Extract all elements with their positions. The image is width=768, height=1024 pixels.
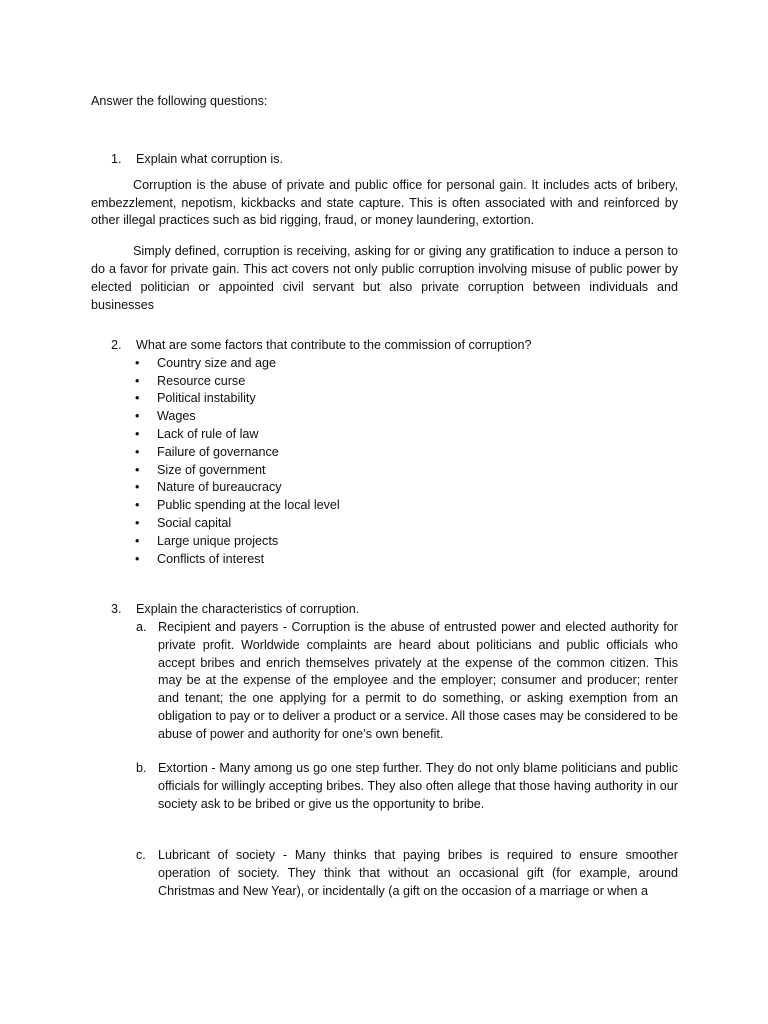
characteristic-a [91, 619, 678, 744]
list-item: • Social capital [157, 515, 678, 533]
list-item: • Failure of governance [157, 444, 678, 462]
list-item: • Public spending at the local level [157, 497, 678, 515]
list-item: • Large unique projects [157, 533, 678, 551]
question-text: Explain what corruption is. [136, 152, 283, 166]
list-item: • Nature of bureaucracy [157, 479, 678, 497]
question-number: 2. [111, 338, 122, 352]
question-number: 3. [111, 602, 122, 616]
answer-paragraph: Simply defined, corruption is receiving, asking for or giving any gratification to induce a person to do a favor for private gain. This act covers not only public corruption involving misuse of public power by elected politician or appointed civil servant but also private corruption between individuals and businesses [91, 244, 678, 312]
item-letter: c. [136, 848, 146, 862]
list-item: • Country size and age [157, 355, 678, 373]
question-2 [91, 337, 678, 568]
list-item: • Lack of rule of law [157, 426, 678, 444]
characteristic-c [91, 847, 678, 900]
item-text: Lubricant of society - Many thinks that paying bribes is required to ensure smoother operation of society. They think that without an occasional gift (for example, around Christmas and New Year), or incidentally (a gift on the occasion of a marriage or when a [158, 848, 678, 898]
instructions-heading: Answer the following questions: [91, 94, 268, 108]
item-letter: b. [136, 761, 147, 775]
question-3 [91, 601, 678, 619]
list-item: • Conflicts of interest [157, 551, 678, 569]
question-text: Explain the characteristics of corruption. [136, 602, 360, 616]
factors-list [91, 355, 678, 569]
list-item: • Size of government [157, 462, 678, 480]
characteristic-b [91, 760, 678, 813]
item-text: Recipient and payers - Corruption is the abuse of entrusted power and elected authority for private profit. Worldwide complaints are heard about politicians and public officials who accept bribes and enrich themselves privately at the expense of the common citizen. This may be at the expense of the employee and the employer; consumer and producer; renter and tenant; the one applying for a permit to do something, or asking exemption from an obligation to pay or to deliver a product or a service. All those cases may be considered to be abuse of power and authority for one’s own benefit. [158, 620, 678, 741]
item-letter: a. [136, 620, 147, 634]
item-text: Extortion - Many among us go one step further. They do not only blame politicians and public officials for willingly accepting bribes. They also often allege that those having authority in our society ask to be bribed or give us the opportunity to bribe. [158, 761, 678, 811]
list-item: • Wages [157, 408, 678, 426]
question-number: 1. [111, 152, 122, 166]
question-1 [91, 151, 678, 314]
list-item: • Political instability [157, 390, 678, 408]
answer-paragraph: Corruption is the abuse of private and public office for personal gain. It includes acts of bribery, embezzlement, nepotism, kickbacks and state capture. This is often associated with and reinforced by other illegal practices such as bid rigging, fraud, or money laundering, extortion. [91, 177, 678, 228]
question-text: What are some factors that contribute to the commission of corruption? [136, 338, 532, 352]
list-item: • Resource curse [157, 373, 678, 391]
